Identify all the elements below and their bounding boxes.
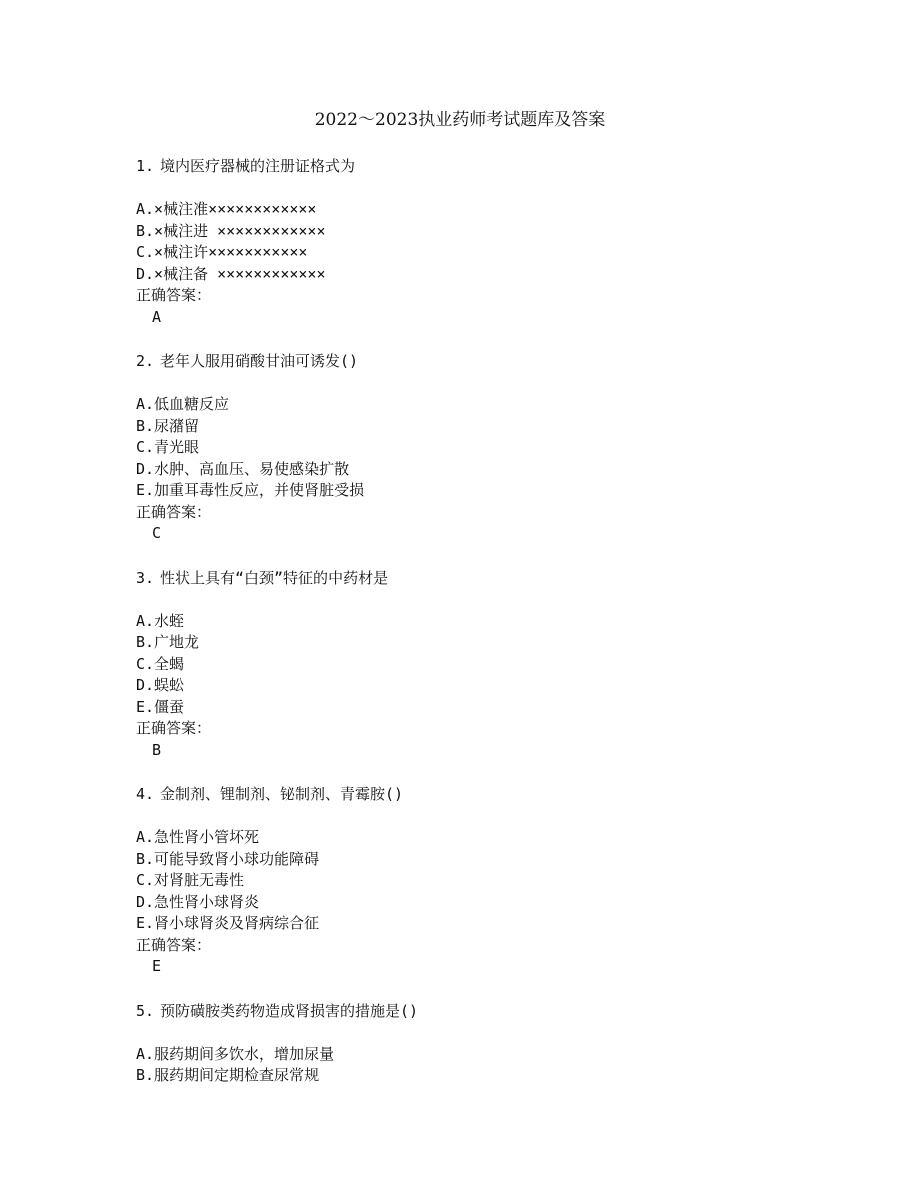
option-d: D.蜈蚣 — [136, 676, 185, 694]
option-c: C.对肾脏无毒性 — [136, 871, 245, 889]
answer-value: C — [152, 524, 162, 542]
option-a: A.急性肾小管坏死 — [136, 828, 260, 846]
answer-label: 正确答案： — [136, 286, 212, 304]
question-text: 性状上具有“白颈”特征的中药材是 — [160, 568, 389, 587]
answer-value: B — [152, 740, 162, 759]
question-stem — [136, 154, 856, 178]
document-title: 2022～2023执业药师考试题库及答案 — [314, 110, 606, 130]
answer-value: A — [152, 307, 162, 326]
question-stem — [136, 782, 856, 806]
question-4 — [136, 782, 856, 978]
question-5 — [136, 999, 856, 1087]
question-1 — [136, 154, 856, 328]
question-text: 境内医疗器械的注册证格式为 — [160, 157, 356, 175]
question-3 — [136, 566, 856, 762]
question-text: 老年人服用硝酸甘油可诱发() — [160, 352, 359, 370]
answer-label: 正确答案： — [136, 935, 212, 954]
option-a: A.×械注准×××××××××××× — [136, 200, 317, 218]
answer-label: 正确答案： — [136, 719, 212, 737]
option-e: E.肾小球肾炎及肾病综合征 — [136, 914, 320, 932]
option-b: B.广地龙 — [136, 633, 200, 651]
question-stem — [136, 566, 856, 590]
question-stem — [136, 349, 856, 373]
option-c: C.青光眼 — [136, 438, 200, 456]
option-b: B.可能导致肾小球功能障碍 — [136, 849, 320, 868]
question-list — [136, 154, 856, 1108]
question-number: 2. — [136, 352, 155, 370]
question-number: 3. — [136, 568, 155, 587]
answer-value: E — [152, 957, 162, 975]
question-number: 4. — [136, 785, 155, 803]
option-e: E.僵蚕 — [136, 697, 185, 716]
question-text: 预防磺胺类药物造成肾损害的措施是() — [160, 1001, 419, 1020]
option-c: C.×械注许××××××××××× — [136, 243, 308, 261]
answer-label: 正确答案： — [136, 502, 212, 521]
option-d: D.急性肾小球肾炎 — [136, 892, 260, 911]
option-b: B.服药期间定期检查尿常规 — [136, 1066, 320, 1084]
option-a: A.低血糖反应 — [136, 395, 230, 413]
option-d: D.水肿、高血压、易使感染扩散 — [136, 459, 350, 478]
option-b: B.×械注进 ×××××××××××× — [136, 221, 326, 240]
option-c: C.全蝎 — [136, 654, 185, 673]
question-stem — [136, 999, 856, 1023]
option-b: B.尿潴留 — [136, 416, 200, 435]
question-number: 1. — [136, 157, 155, 175]
option-d: D.×械注备 ×××××××××××× — [136, 264, 326, 283]
option-a: A.水蛭 — [136, 611, 185, 630]
question-2 — [136, 349, 856, 545]
option-e: E.加重耳毒性反应，并使肾脏受损 — [136, 481, 365, 499]
option-a: A.服药期间多饮水，增加尿量 — [136, 1044, 335, 1063]
question-text: 金制剂、锂制剂、铋制剂、青霉胺() — [160, 785, 404, 803]
question-number: 5. — [136, 1001, 155, 1020]
